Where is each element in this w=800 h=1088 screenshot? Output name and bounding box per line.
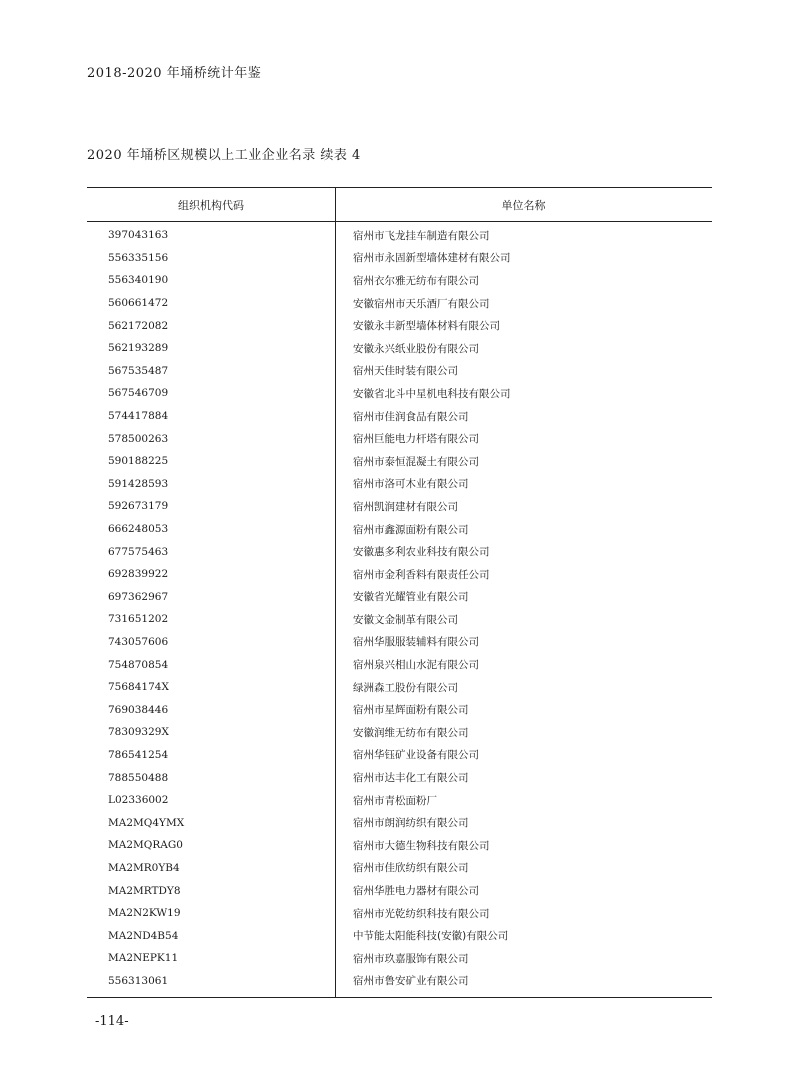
company-name-cell: 宿州华钰矿业设备有限公司 — [353, 749, 479, 762]
org-code-cell: 562172082 — [108, 319, 169, 332]
running-header: 2018-2020 年埇桥统计年鉴 — [87, 66, 262, 81]
org-code-cell: 556340190 — [108, 274, 169, 287]
table-row — [87, 540, 712, 563]
org-code-cell: 788550488 — [108, 771, 169, 784]
table-row — [87, 247, 712, 270]
table-body — [87, 224, 712, 992]
table-row — [87, 495, 712, 518]
company-name-cell: 中节能太阳能科技(安徽)有限公司 — [353, 930, 509, 943]
table-row — [87, 970, 712, 993]
org-code-cell: 666248053 — [108, 523, 169, 536]
company-name-cell: 宿州华服服装辅料有限公司 — [353, 636, 479, 649]
org-code-cell: 578500263 — [108, 432, 169, 445]
company-name-cell: 安徽永兴纸业股份有限公司 — [353, 342, 479, 355]
company-name-cell: 安徽文金制革有限公司 — [353, 613, 458, 626]
company-name-cell: 宿州巨能电力杆塔有限公司 — [353, 433, 479, 446]
company-name-cell: 宿州市朗润纺织有限公司 — [353, 817, 469, 830]
org-code-cell: L02336002 — [108, 794, 169, 807]
company-name-cell: 宿州市大德生物科技有限公司 — [353, 839, 490, 852]
org-code-cell: 397043163 — [108, 229, 169, 242]
company-name-cell: 宿州市佳欣纺织有限公司 — [353, 862, 469, 875]
table-row — [87, 518, 712, 541]
table-row — [87, 879, 712, 902]
org-code-cell: 567546709 — [108, 387, 169, 400]
table-row — [87, 924, 712, 947]
table-row — [87, 563, 712, 586]
company-name-cell: 宿州市青松面粉厂 — [353, 794, 437, 807]
table-row — [87, 834, 712, 857]
company-name-cell: 安徽省北斗中星机电科技有限公司 — [353, 387, 511, 400]
org-code-cell: 567535487 — [108, 364, 169, 377]
org-code-cell: MA2MQ4YMX — [108, 816, 185, 829]
table-row — [87, 631, 712, 654]
company-name-cell: 宿州市泰恒混凝土有限公司 — [353, 455, 479, 468]
company-name-cell: 安徽永丰新型墙体材料有限公司 — [353, 320, 500, 333]
org-code-cell: MA2MRTDY8 — [108, 884, 181, 897]
org-code-cell: 562193289 — [108, 342, 169, 355]
company-name-cell: 安徽宿州市天乐酒厂有限公司 — [353, 297, 490, 310]
table-row — [87, 269, 712, 292]
table-row — [87, 292, 712, 315]
table-row — [87, 857, 712, 880]
table-bottom-rule — [87, 997, 712, 998]
org-code-cell: 769038446 — [108, 703, 169, 716]
page-number: -114- — [95, 1014, 129, 1029]
table-caption: 2020 年埇桥区规模以上工业企业名录 续表 4 — [87, 148, 361, 163]
company-name-cell: 宿州市光乾纺织科技有限公司 — [353, 907, 490, 920]
org-code-cell: 786541254 — [108, 748, 169, 761]
table-row — [87, 224, 712, 247]
table-row — [87, 608, 712, 631]
org-code-cell: MA2MR0YB4 — [108, 861, 180, 874]
table-row — [87, 586, 712, 609]
org-code-cell: 677575463 — [108, 545, 169, 558]
table-row — [87, 811, 712, 834]
company-name-cell: 宿州泉兴相山水泥有限公司 — [353, 659, 479, 672]
org-code-cell: 590188225 — [108, 455, 169, 468]
table-row — [87, 902, 712, 925]
company-name-cell: 宿州市鑫源面粉有限公司 — [353, 523, 469, 536]
table-row — [87, 947, 712, 970]
company-name-cell: 宿州市金利香料有限责任公司 — [353, 568, 490, 581]
company-name-cell: 安徽润维无纺布有限公司 — [353, 726, 469, 739]
org-code-cell: 591428593 — [108, 477, 169, 490]
company-name-cell: 宿州凯润建材有限公司 — [353, 500, 458, 513]
table-header-row — [87, 188, 712, 222]
table-row — [87, 698, 712, 721]
org-code-cell: MA2N2KW19 — [108, 907, 181, 920]
org-code-cell: 556313061 — [108, 974, 169, 987]
table-row — [87, 382, 712, 405]
company-name-cell: 宿州天佳时装有限公司 — [353, 365, 458, 378]
column-header-name: 单位名称 — [501, 199, 546, 212]
company-name-cell: 宿州市鲁安矿业有限公司 — [353, 975, 469, 988]
table-row — [87, 676, 712, 699]
table-row — [87, 653, 712, 676]
org-code-cell: 556335156 — [108, 251, 169, 264]
org-code-cell: 754870854 — [108, 658, 169, 671]
org-code-cell: 75684174X — [108, 681, 169, 694]
company-name-cell: 宿州市飞龙挂车制造有限公司 — [353, 229, 490, 242]
table-row — [87, 473, 712, 496]
table-row — [87, 405, 712, 428]
table-row — [87, 721, 712, 744]
table-header-rule — [87, 221, 712, 222]
company-name-cell: 宿州市永固新型墙体建材有限公司 — [353, 252, 511, 265]
table-row — [87, 360, 712, 383]
company-name-cell: 安徽省光耀管业有限公司 — [353, 591, 469, 604]
company-name-cell: 宿州市星辉面粉有限公司 — [353, 704, 469, 717]
table-row — [87, 427, 712, 450]
table-row — [87, 744, 712, 767]
table-row — [87, 314, 712, 337]
org-code-cell: 743057606 — [108, 635, 169, 648]
org-code-cell: MA2MQRAG0 — [108, 839, 183, 852]
org-code-cell: MA2NEPK11 — [108, 952, 179, 965]
company-name-cell: 宿州市玖嘉服饰有限公司 — [353, 952, 469, 965]
company-name-cell: 宿州市达丰化工有限公司 — [353, 772, 469, 785]
company-name-cell: 宿州市洛可木业有限公司 — [353, 478, 469, 491]
org-code-cell: 560661472 — [108, 297, 169, 310]
company-name-cell: 安徽惠多利农业科技有限公司 — [353, 546, 490, 559]
org-code-cell: 697362967 — [108, 590, 169, 603]
company-name-cell: 宿州衣尔雅无纺布有限公司 — [353, 274, 479, 287]
org-code-cell: 574417884 — [108, 410, 169, 423]
company-name-cell: 绿洲森工股份有限公司 — [353, 681, 458, 694]
table-row — [87, 337, 712, 360]
org-code-cell: MA2ND4B54 — [108, 929, 179, 942]
company-name-cell: 宿州华胜电力器材有限公司 — [353, 885, 479, 898]
org-code-cell: 592673179 — [108, 500, 169, 513]
org-code-cell: 78309329X — [108, 726, 169, 739]
org-code-cell: 731651202 — [108, 613, 169, 626]
org-code-cell: 692839922 — [108, 568, 169, 581]
table-row — [87, 789, 712, 812]
column-header-code: 组织机构代码 — [178, 199, 244, 212]
table-row — [87, 766, 712, 789]
table-row — [87, 450, 712, 473]
company-name-cell: 宿州市佳润食品有限公司 — [353, 410, 469, 423]
